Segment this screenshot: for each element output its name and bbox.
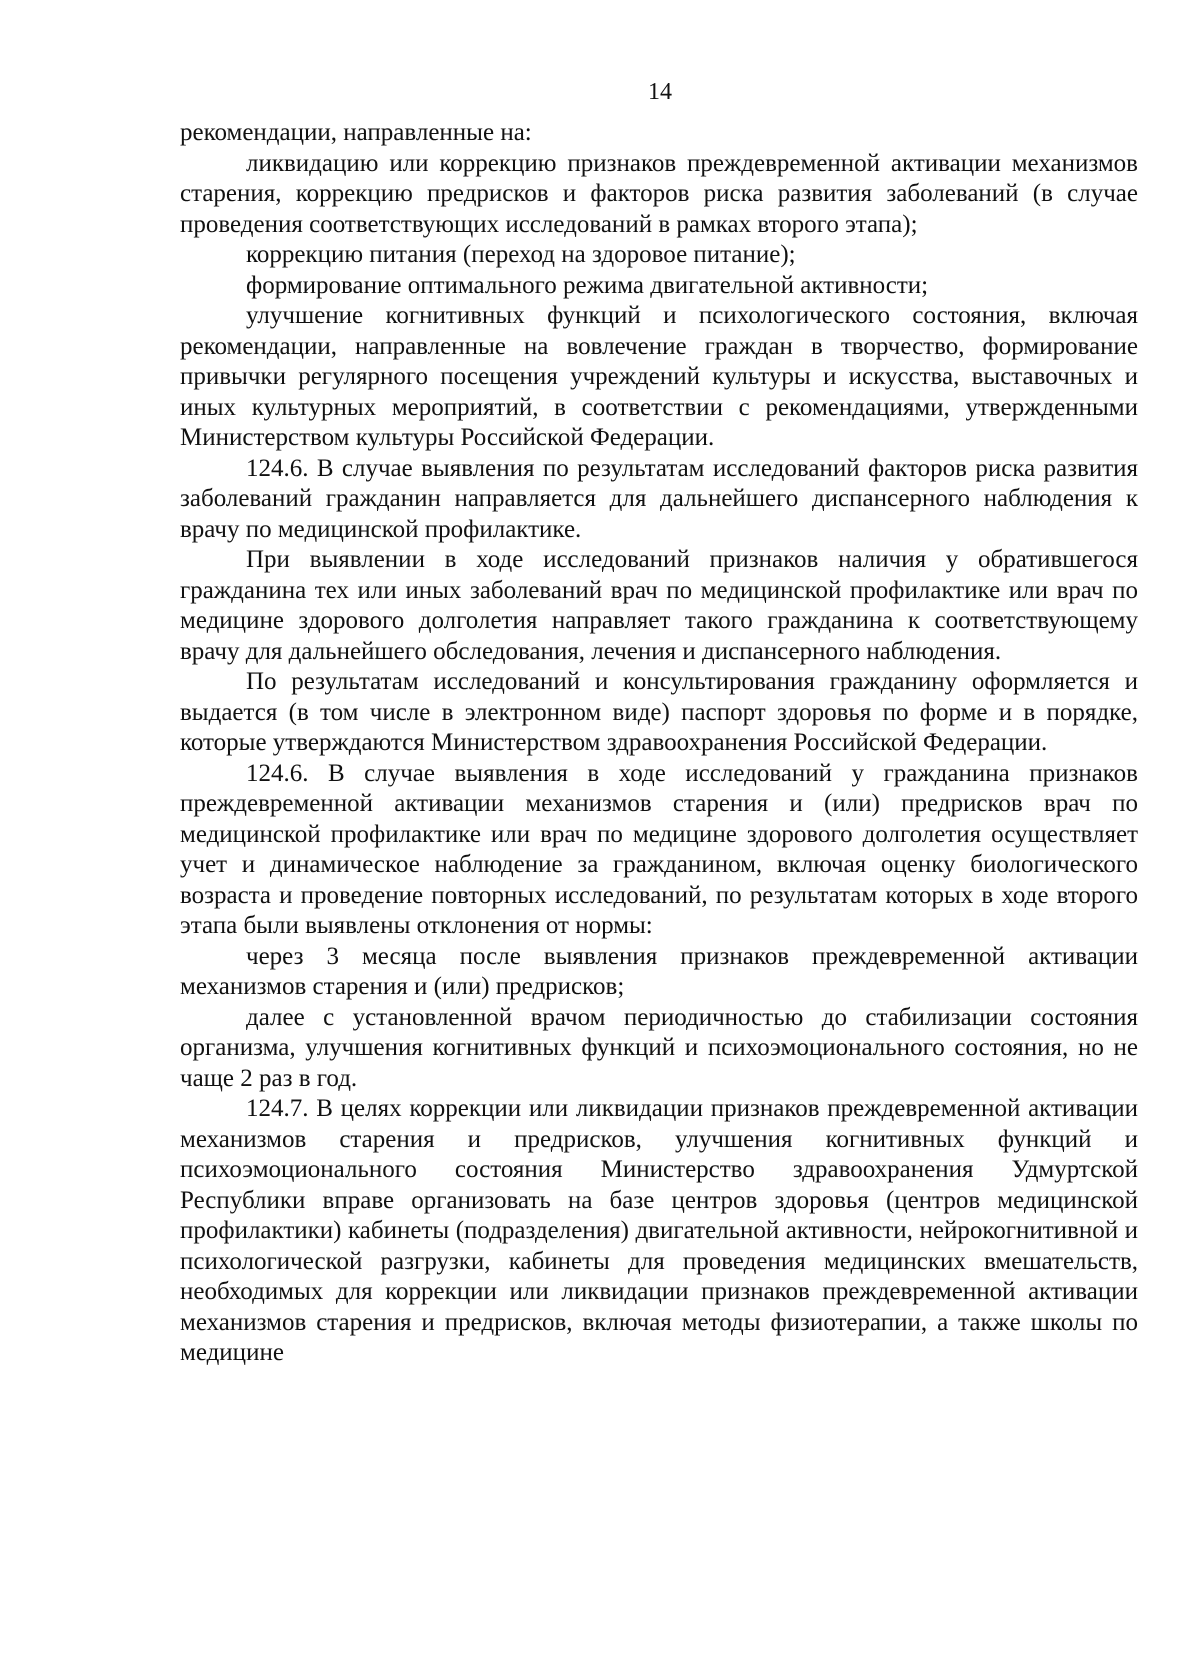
document-body — [180, 118, 1138, 1369]
list-item-periodicity: далее с установленной врачом периодичностью до стабилизации состояния организма, улучшения когнитивных функций и психоэмоционального состояния, но не чаще 2 раз в год. — [180, 1003, 1138, 1092]
list-item-physical-activity: формирование оптимального режима двигательной активности; — [246, 271, 929, 299]
list-item-nutrition: коррекцию питания (переход на здоровое питание); — [246, 241, 796, 268]
list-item-cognitive: улучшение когнитивных функций и психологического состояния, включая рекомендации, направленные на вовлечение граждан в творчество, формирование привычки регулярного посещения учреждений культуры и искусства, выставочных и иных культурных мероприятий, в соответствии с рекомендациями, утвержденными Министерством культуры Российской Федерации. — [180, 302, 1138, 451]
list-item-three-months: через 3 месяца после выявления признаков преждевременной активации механизмов старения и (или) предрисков; — [180, 942, 1138, 1000]
page-number: 14 — [648, 79, 672, 105]
clause-124-6-risk-factors: 124.6. В случае выявления по результатам исследований факторов риска развития заболеваний гражданин направляется для дальнейшего диспансерного наблюдения к врачу по медицинской профилактике. — [180, 454, 1138, 543]
paragraph-disease-referral: При выявлении в ходе исследований признаков наличия у обратившегося гражданина тех или иных заболеваний врач по медицинской профилактике или врач по медицине здорового долголетия направляет такого гражданина к соответствующему врачу для дальнейшего обследования, лечения и диспансерного наблюдения. — [180, 546, 1138, 665]
clause-124-6-monitoring: 124.6. В случае выявления в ходе исследований у гражданина признаков преждевременной активации механизмов старения и (или) предрисков врач по медицинской профилактике или врач по медицине здорового долголетия осуществляет учет и динамическое наблюдение за гражданином, включая оценку биологического возраста и проведение повторных исследований, по результатам которых в ходе второго этапа были выявлены отклонения от нормы: — [180, 759, 1138, 939]
paragraph-intro: рекомендации, направленные на: — [180, 119, 532, 146]
clause-124-7: 124.7. В целях коррекции или ликвидации признаков преждевременной активации механизмов старения и предрисков, улучшения когнитивных функций и психоэмоционального состояния Министерство здравоохранения Удмуртской Республики вправе организовать на базе центров здоровья (центров медицинской профилактики) кабинеты (подразделения) двигательной активности, нейрокогнитивной и психологической разгрузки, кабинеты для проведения медицинских вмешательств, необходимых для коррекции или ликвидации признаков преждевременной активации механизмов старения и предрисков, включая методы физиотерапии, а также школы по медицине — [180, 1095, 1138, 1366]
list-item-aging-correction: ликвидацию или коррекцию признаков преждевременной активации механизмов старения, коррекцию предрисков и факторов риска развития заболеваний (в случае проведения соответствующих исследований в рамках второго этапа); — [180, 149, 1138, 238]
paragraph-health-passport: По результатам исследований и консультирования гражданину оформляется и выдается (в том числе в электронном виде) паспорт здоровья по форме и в порядке, которые утверждаются Министерством здравоохранения Российской Федерации. — [180, 668, 1138, 756]
